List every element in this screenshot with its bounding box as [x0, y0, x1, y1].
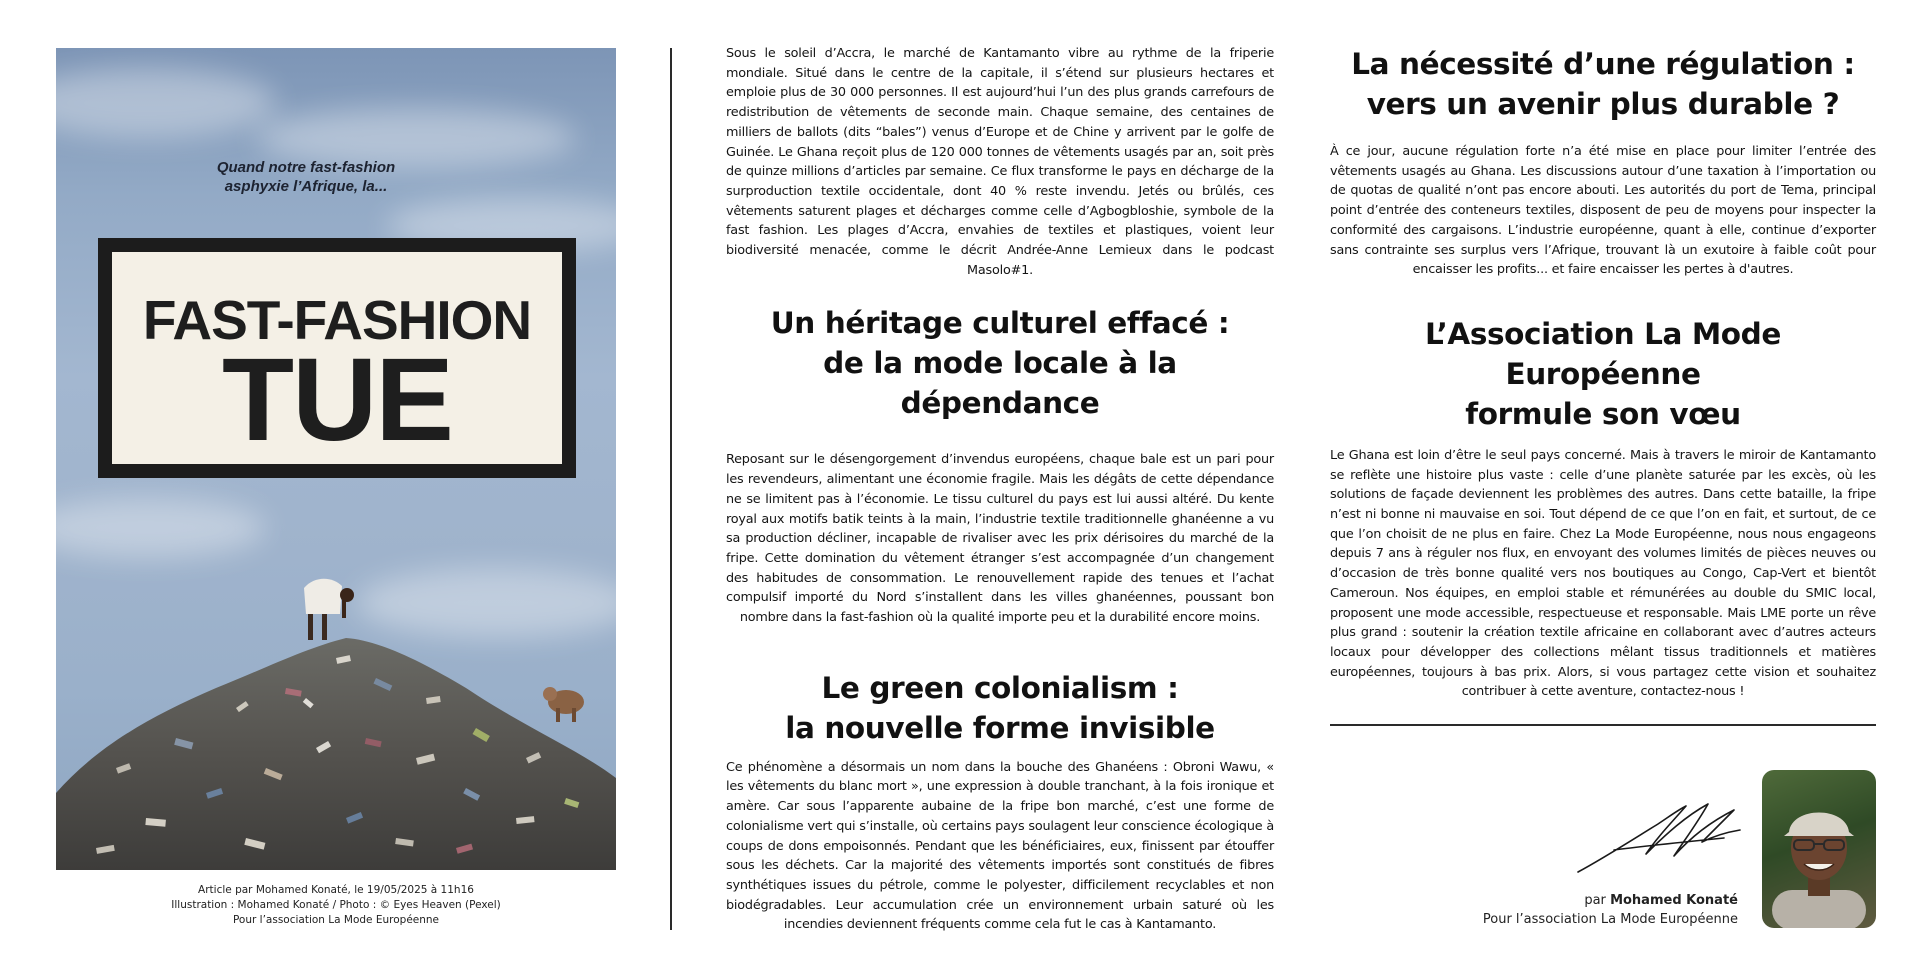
- spacer: [1330, 124, 1876, 142]
- poster-subtitle-line: asphyxie l’Afrique, la...: [224, 178, 388, 195]
- column-divider: [670, 48, 672, 930]
- spacer: [726, 423, 1274, 450]
- heading-line: L’Association La Mode Européenne: [1424, 316, 1781, 391]
- heritage-paragraph: Reposant sur le désengorgement d’invendus européens, chaque bale est un pari pour les revendeurs, alimentant une économie fragile. Mais les dégâts de cette dépendance ne se limitent pas à l’économie. Le tissu culturel du pays est lui aussi altéré. Du kente royal aux motifs batik teints à la main, l’industrie textile traditionnelle ghanéenne a vu sa production décliner, incapable de rivaliser avec les prix dérisoires du marché de la fripe. Cette domination du vêtement étranger s’est accompagnée d’un changement des habitudes de consommation. Le renouvellement rapide des tenues et l’achat compulsif importé du Nord s’installent dans les villes ghanéennes, poussant bon nombre dans la fast-fashion où la qualité importe peu et la durabilité encore moins.: [726, 452, 1274, 626]
- association-paragraph: Le Ghana est loin d’être le seul pays concerné. Mais à travers le miroir de Kantamanto se reflète une histoire plus vaste : celle d’une planète saturée par les excès, où les solutions de façade deviennent les problèmes des autres. Dans cette bataille, la fripe n’est ni bonne ni mauvaise en soi. Tout dépend de ce que l’on en fait, et surtout, de ce que l’on choisit de ne plus en faire. Chez La Mode Européenne, nous nous engageons depuis 7 ans à réguler nos flux, en envoyant des volumes limités de pièces neuves ou d’occasion de très bonne qualité vers nos boutiques au Congo, Cap-Vert et bientôt Cameroun. Nos équipes, en emploi stable et rémunérées au double du SMIC local, proposent une mode accessible, respectueuse et responsable. Mais LME porte un rêve plus grand : soutenir la création textile africaine en collaborant avec d’autres acteurs locaux pour développer des collections mêlant tissus traditionnels et matières européennes, toujours à bas prix. Alors, si vous partagez cette vision et souhaitez contribuer à cette aventure, contactez-nous !: [1330, 447, 1876, 700]
- spacer: [726, 748, 1274, 758]
- heading-line: La nécessité d’une régulation :: [1351, 47, 1855, 81]
- green-colonialism-paragraph: Ce phénomène a désormais un nom dans la bouche des Ghanéens : Obroni Wawu, « les vêtements du blanc mort », une expression à double tranchant, à la fois ironique et amère. Car sous l’apparente aubaine de la fripe bon marché, c’est une forme de colonialisme vert qui s’installe, où certains pays soulagent leur conscience écologique à coups de dons empoisonnés. Pendant que les bénéficiaires, eux, finissent par étouffer sous les déchets. Car la majorité des vêtements importés sont constitués de fibres synthétiques issues du pétrole, comme le polyester, difficilement recyclables et non biodégradables. Leur accumulation crée un environnement urbain saturé où les incendies deviennent fréquents comme cela fut le cas à Kantamanto.: [726, 759, 1274, 933]
- author-photo: [1762, 770, 1876, 928]
- poster-title-line1: FAST-FASHION: [142, 289, 532, 351]
- caption-line: Illustration : Mohamed Konaté / Photo : © Eyes Heaven (Pexel): [171, 899, 501, 911]
- middle-column: [726, 44, 1274, 935]
- worker-figure: [304, 579, 354, 640]
- author-prefix: par: [1584, 893, 1606, 908]
- caption-line: Article par Mohamed Konaté, le 19/05/2025 à 11h16: [198, 884, 474, 896]
- poster-subtitle: [176, 158, 436, 196]
- author-portrait: [1762, 770, 1876, 928]
- poster-title-box: [98, 238, 576, 478]
- heading-line: vers un avenir plus durable ?: [1366, 87, 1840, 121]
- right-column: [1330, 44, 1876, 702]
- garbage-mound: [56, 638, 616, 870]
- heading-line: de la mode locale à la dépendance: [823, 346, 1177, 421]
- heading-line: Le green colonialism :: [821, 670, 1179, 705]
- section-heading-heritage: [726, 303, 1274, 423]
- spacer: [726, 280, 1274, 303]
- heading-line: formule son vœu: [1465, 396, 1741, 431]
- heading-line: la nouvelle forme invisible: [785, 710, 1215, 745]
- section-heading-green-colonialism: [726, 668, 1274, 748]
- author-name: Mohamed Konaté: [1610, 893, 1738, 908]
- heading-line: Un héritage culturel effacé :: [770, 306, 1230, 341]
- author-signature: [1574, 776, 1744, 886]
- spacer: [1330, 280, 1876, 314]
- spacer: [1330, 434, 1876, 446]
- section-heading-association: [1330, 314, 1876, 434]
- intro-paragraph: Sous le soleil d’Accra, le marché de Kantamanto vibre au rythme de la friperie mondiale. Situé dans le centre de la capitale, il s’étend sur plusieurs hectares et emploie plus de 30 000 personnes. Il est aujourd’hui l’un des plus grands carrefours de redistribution de vêtements de seconde main. Chaque semaine, des centaines de milliers de ballots (dits “bales”) venus d’Europe et de Chine y arrivent par le golfe de Guinée. Le Ghana reçoit plus de 120 000 tonnes de vêtements usagés par an, soit près de quinze millions d’articles par semaine. Ce flux transforme le pays en décharge de la surproduction textile occidentale, dont 40 % reste invendu. Jetés ou brûlés, ces vêtements saturent plages et décharges comme celle d’Agbogbloshie, symbole de la fast fashion. Les plages d’Accra, envahies de textiles et plastiques, voient leur biodiversité menacée, comme le décrit Andrée-Anne Lemieux dans le podcast Masolo#1.: [726, 46, 1274, 278]
- caption-line: Pour l’association La Mode Européenne: [232, 914, 440, 926]
- poster-title-line2: TUE: [222, 334, 452, 466]
- author-line: [1440, 891, 1738, 910]
- author-organization: Pour l’association La Mode Européenne: [1482, 912, 1738, 927]
- author-credit: [1440, 891, 1738, 929]
- poster-illustration: [56, 48, 616, 870]
- regulation-paragraph: À ce jour, aucune régulation forte n’a été mise en place pour limiter l’entrée des vêtements usagés au Ghana. Les discussions autour d’une taxation à l’importation ou de quotas de qualité n’ont pas encore abouti. Les autorités du port de Tema, principal point d’entrée des conteneurs textiles, disposent de peu de moyens pour inspecter la conformité des cargaisons. L’industrie européenne, quant à elle, continue d’exporter sans contrainte ses surplus vers l’Afrique, trouvant là un exutoire à faible coût pour encaisser les profits... et faire encaisser les pertes à d'autres.: [1330, 144, 1876, 278]
- goat-figure: [543, 687, 584, 722]
- signature-divider: [1330, 724, 1876, 726]
- section-heading-regulation: [1330, 44, 1876, 124]
- spacer: [726, 628, 1274, 668]
- poster-subtitle-line: Quand notre fast-fashion: [216, 159, 396, 176]
- poster-caption: [56, 883, 616, 928]
